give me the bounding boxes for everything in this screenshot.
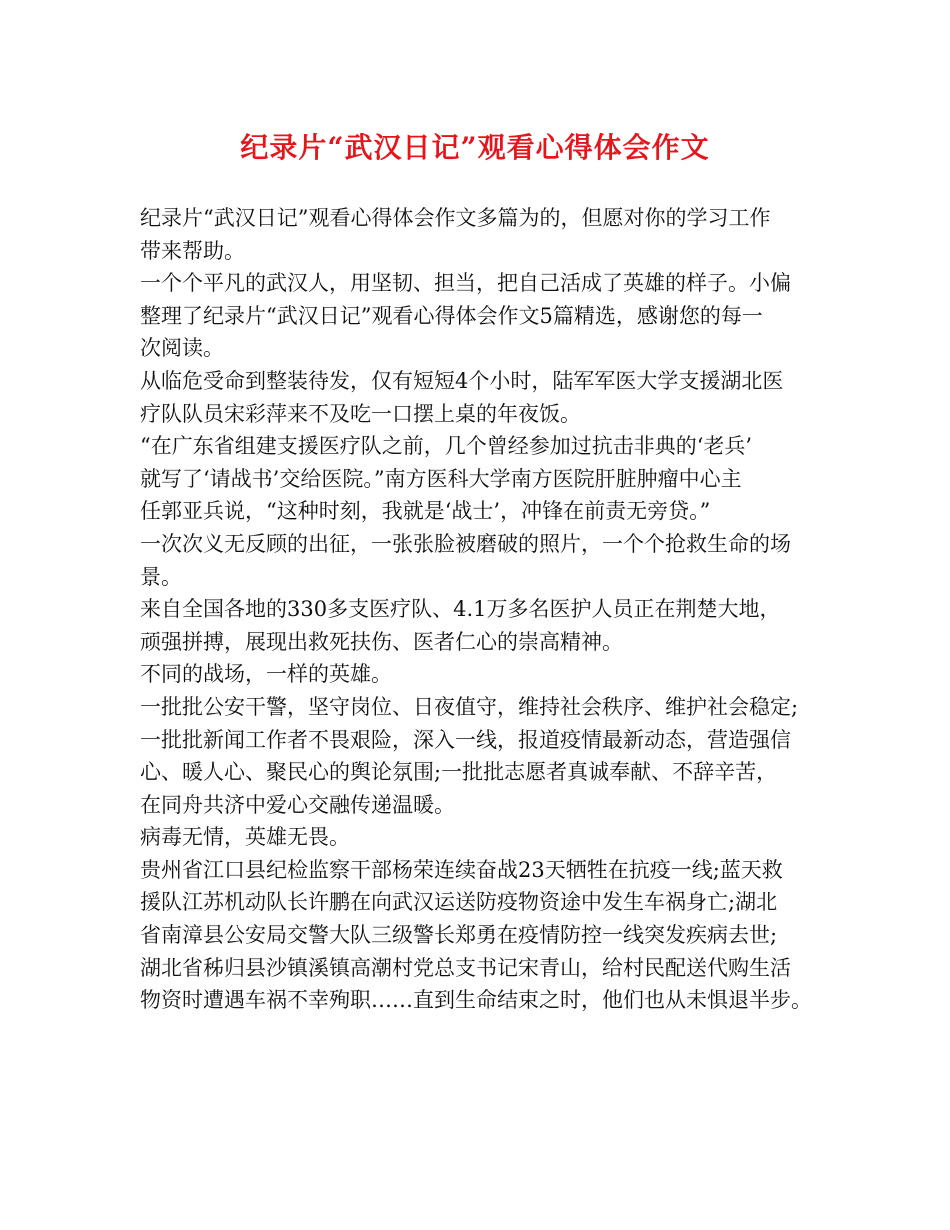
text-line: 纪录片“武汉日记”观看心得体会作文多篇为的，但愿对你的学习工作 <box>140 206 771 230</box>
paragraph <box>140 528 830 593</box>
text-line: 贵州省江口县纪检监察干部杨荣连续奋战23天牺牲在抗疫一线;蓝天救 <box>140 857 783 882</box>
text-line: 次阅读。 <box>140 336 224 361</box>
text-line: 就写了‘请战书’交给医院。”南方医科大学南方医院肝脏肿瘤中心主 <box>140 466 742 491</box>
text-line: 疗队队员宋彩萍来不及吃一口摆上桌的年夜饭。 <box>140 401 581 426</box>
text-line: 不同的战场，一样的英雄。 <box>140 662 392 687</box>
text-line: 一批批公安干警，坚守岗位、日夜值守，维持社会秩序、维护社会稳定; <box>140 694 799 719</box>
text-line: 顽强拼搏，展现出救死扶伤、医者仁心的崇高精神。 <box>140 629 623 654</box>
text-line: 一批批新闻工作者不畏艰险，深入一线，报道疫情最新动态，营造强信 <box>140 727 791 752</box>
document-body <box>140 202 830 1017</box>
text-line: “在广东省组建支援医疗队之前，几个曾经参加过抗击非典的‘老兵’ <box>140 434 753 459</box>
text-line: 从临危受命到整装待发，仅有短短4个小时，陆军军医大学支援湖北医 <box>140 368 784 393</box>
paragraph <box>140 593 830 658</box>
text-line: 心、暖人心、聚民心的舆论氛围;一批批志愿者真诚奉献、不辞辛苦， <box>140 760 778 785</box>
paragraph <box>140 658 830 691</box>
text-line: 一个个平凡的武汉人，用坚韧、担当，把自己活成了英雄的样子。小偏 <box>140 271 791 296</box>
text-line: 来自全国各地的330多支医疗队、4.1万多名医护人员正在荆楚大地， <box>140 597 781 622</box>
text-line: 省南漳县公安局交警大队三级警长郑勇在疫情防控一线突发疾病去世; <box>140 923 778 948</box>
text-line: 任郭亚兵说，“这种时刻，我就是‘战士’，冲锋在前责无旁贷。” <box>140 499 711 524</box>
paragraph <box>140 267 830 365</box>
text-line: 病毒无情，英雄无畏。 <box>140 825 350 850</box>
text-line: 物资时遭遇车祸不幸殉职……直到生命结束之时，他们也从未惧退半步。 <box>140 988 812 1013</box>
text-line: 援队江苏机动队长许鹏在向武汉运送防疫物资途中发生车祸身亡;湖北 <box>140 890 778 915</box>
paragraph <box>140 430 830 528</box>
text-line: 带来帮助。 <box>140 238 245 263</box>
text-line: 在同舟共济中爱心交融传递温暖。 <box>140 792 455 817</box>
paragraph <box>140 821 830 854</box>
paragraph <box>140 691 830 821</box>
document-title: 纪录片“武汉日记”观看心得体会作文 <box>240 131 710 164</box>
paragraph <box>140 854 830 1017</box>
text-line: 一次次义无反顾的出征，一张张脸被磨破的照片，一个个抢救生命的场 <box>140 531 791 556</box>
text-line: 景。 <box>140 564 182 589</box>
text-line: 整理了纪录片“武汉日记”观看心得体会作文5篇精选，感谢您的每一 <box>140 303 763 328</box>
text-line: 湖北省秭归县沙镇溪镇高潮村党总支书记宋青山，给村民配送代购生活 <box>140 955 791 980</box>
paragraph <box>140 202 830 267</box>
paragraph <box>140 365 830 430</box>
